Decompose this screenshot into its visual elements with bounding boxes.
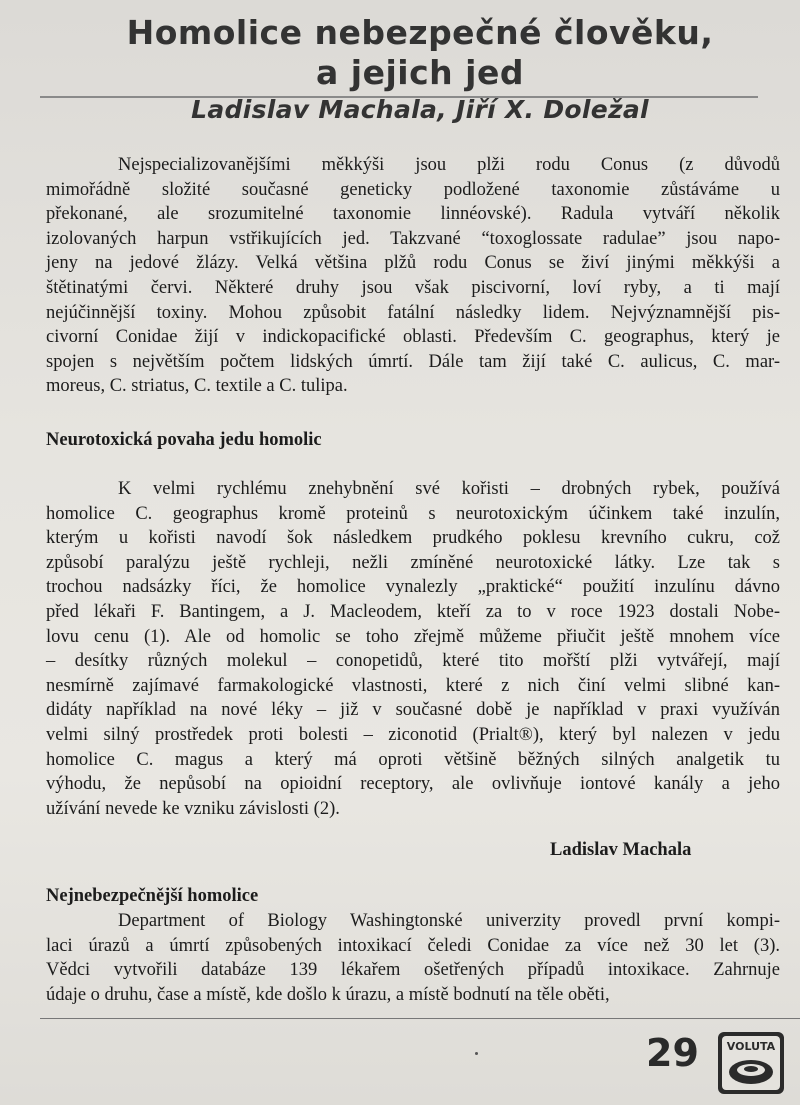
intro-line: nejúčinnější toxiny. Mohou způsobit fatální následky lidem. Nejvýznamnější pis- [46, 302, 780, 323]
intro-line: překonané, ale srozumitelné taxonomie linnéovské). Radula vytváří několik [46, 204, 780, 225]
section-1-line: užívání nevede ke vzniku závislosti (2). [46, 798, 340, 819]
section-1-line: homolice C. magus a který má oproti většině běžných silných analgetik tu [46, 749, 780, 770]
intro-paragraph [46, 153, 780, 399]
section-1-line: kterým u kořisti navodí šok následkem prudkého poklesu krevního cukru, což [46, 528, 780, 549]
intro-line: moreus, C. striatus, C. textile a C. tulipa. [46, 376, 348, 397]
section-2-paragraph [46, 909, 780, 1007]
intro-line: jeny na jedové žlázy. Velká většina plžů rodu Conus se živí jinými měkkýši a [46, 253, 780, 274]
section-heading-neurotoxic: Neurotoxická povaha jedu homolic [46, 430, 322, 450]
section-1-line: homolice C. geographus kromě proteinů s neurotoxickým účinkem také inzulín, [46, 503, 780, 524]
section-2-line: Vědci vytvořili databáze 139 lékařem ošetřených případů intoxikace. Zahrnuje [46, 960, 780, 981]
logo-text: VOLUTA [726, 1040, 776, 1053]
section-1-paragraph [46, 477, 780, 821]
section-1-line: – desítky různých molekul – conopetidů, které tito mořští plži vytvářejí, mají [46, 651, 780, 672]
section-1-line: před lékaři F. Bantingem, a J. Macleodem, kteří za to v roce 1923 dostali Nobe- [46, 601, 780, 622]
section-1-line: trochou nadsázky říci, že homolice vynalezly „praktické“ použití inzulínu dávno [46, 577, 780, 598]
section-2-line: Department of Biology Washingtonské univerzity provedl první kompi- [118, 911, 780, 931]
intro-line: izolovaných harpun vstřikujících jed. Takzvané “toxoglossate radulae” jsou napo- [46, 228, 780, 249]
intro-line: civorní Conidae žijí v indickopacifické oblasti. Především C. geographus, který je [46, 327, 780, 348]
section-2-line: údaje o druhu, čase a místě, kde došlo k úrazu, a místě bodnutí na těle oběti, [46, 984, 610, 1005]
footer-rule [40, 1018, 800, 1019]
article-title-line-1: Homolice nebezpečné člověku, [126, 13, 714, 52]
section-heading-most-dangerous: Nejnebezpečnější homolice [46, 886, 259, 906]
voluta-logo [716, 1030, 786, 1096]
author-signature: Ladislav Machala [550, 840, 692, 860]
section-1-line: výhodu, že nepůsobí na opioidní receptory, ale ovlivňuje iontové kanály a jeho [46, 774, 780, 795]
speck [475, 1052, 478, 1055]
intro-line: štětinatými červi. Některé druhy jsou však piscivorní, loví ryby, a ti mají [46, 277, 780, 298]
article-title-line-2: a jejich jed [316, 53, 524, 92]
section-2-line: laci úrazů a úmrtí způsobených intoxikací čeledi Conidae za více než 30 let (3). [46, 935, 780, 956]
section-1-line: velmi silný prostředek proti bolesti – ziconotid (Prialt®), který byl nalezen v jedu [46, 724, 780, 745]
page-number: 29 [646, 1031, 699, 1075]
intro-line: spojen s největším počtem lidských úmrtí. Dále tam žijí také C. aulicus, C. mar- [46, 351, 780, 372]
section-1-line: didáty například na nové léky – již v současné době je například v praxi využíván [46, 700, 780, 721]
section-1-line: K velmi rychlému znehybnění své kořisti – drobných rybek, používá [118, 479, 780, 499]
section-1-line: způsobí paralýzu ještě rychleji, nežli zmíněné neurotoxické látky. Lze tak s [46, 552, 780, 573]
section-1-line: lovu cenu (1). Ale od homolic se toho zřejmě můžeme přiučit ještě mnohem více [46, 626, 780, 647]
intro-line: mimořádně složité současné geneticky podložené taxonomie zůstáváme u [46, 179, 780, 200]
intro-line: Nejspecializovanějšími měkkýši jsou plži rodu Conus (z důvodů [118, 155, 780, 175]
section-1-line: nesmírně zajímavé farmakologické vlastnosti, které z nich činí velmi slibné kan- [46, 675, 780, 696]
article-authors: Ladislav Machala, Jiří X. Doležal [191, 95, 649, 124]
